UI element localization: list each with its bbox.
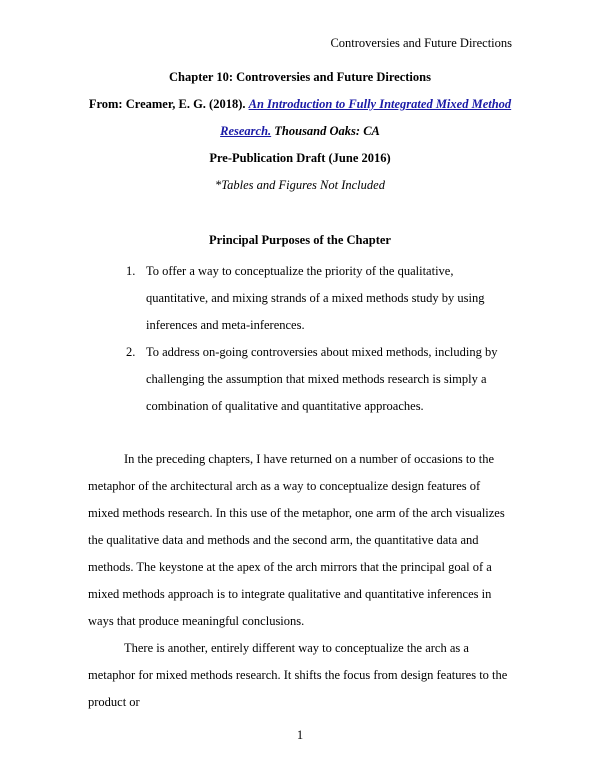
book-title-link[interactable]: An Introduction to Fully Integrated Mixed Method Research. [220,97,512,138]
paragraph: In the preceding chapters, I have returned on a number of occasions to the metaphor of the architectural arch as a way to conceptualize design features of mixed methods research. In this use of the metaphor, one arm of the arch visualizes the qualitative data and methods and the second arm, the quantitative data and methods. The keystone at the apex of the arch mirrors that the principal goal of a mixed methods approach is to integrate qualitative and quantitative inferences in ways that produce meaningful conclusions. [88,452,505,628]
paragraph: There is another, entirely different way to conceptualize the arch as a metaphor for mixed methods research. It shifts the focus from design features to the product or [88,641,508,709]
running-head: Controversies and Future Directions [330,36,512,50]
citation [88,91,512,145]
draft-note: Pre-Publication Draft (June 2016) [209,151,391,165]
list-text: To address on-going controversies about mixed methods, including by challenging the assumption that mixed methods research is simply a combination of qualitative and quantitative approaches. [146,345,498,413]
list-text: To offer a way to conceptualize the priority of the qualitative, quantitative, and mixing strands of a mixed methods study by using inferences and meta-inferences. [146,264,485,332]
list-number: 1. [126,264,136,278]
citation-prefix: From: Creamer, E. G. (2018). [88,97,249,111]
body-text [88,446,512,716]
page-number: 1 [296,728,304,742]
list-number: 2. [126,345,136,359]
list-item [88,339,512,420]
section-heading: Principal Purposes of the Chapter [209,233,391,247]
citation-suffix: Thousand Oaks: CA [271,124,380,138]
purposes-list [88,258,512,420]
chapter-title: Chapter 10: Controversies and Future Directions [169,70,431,84]
tables-note: *Tables and Figures Not Included [215,178,385,192]
list-item [88,258,512,339]
